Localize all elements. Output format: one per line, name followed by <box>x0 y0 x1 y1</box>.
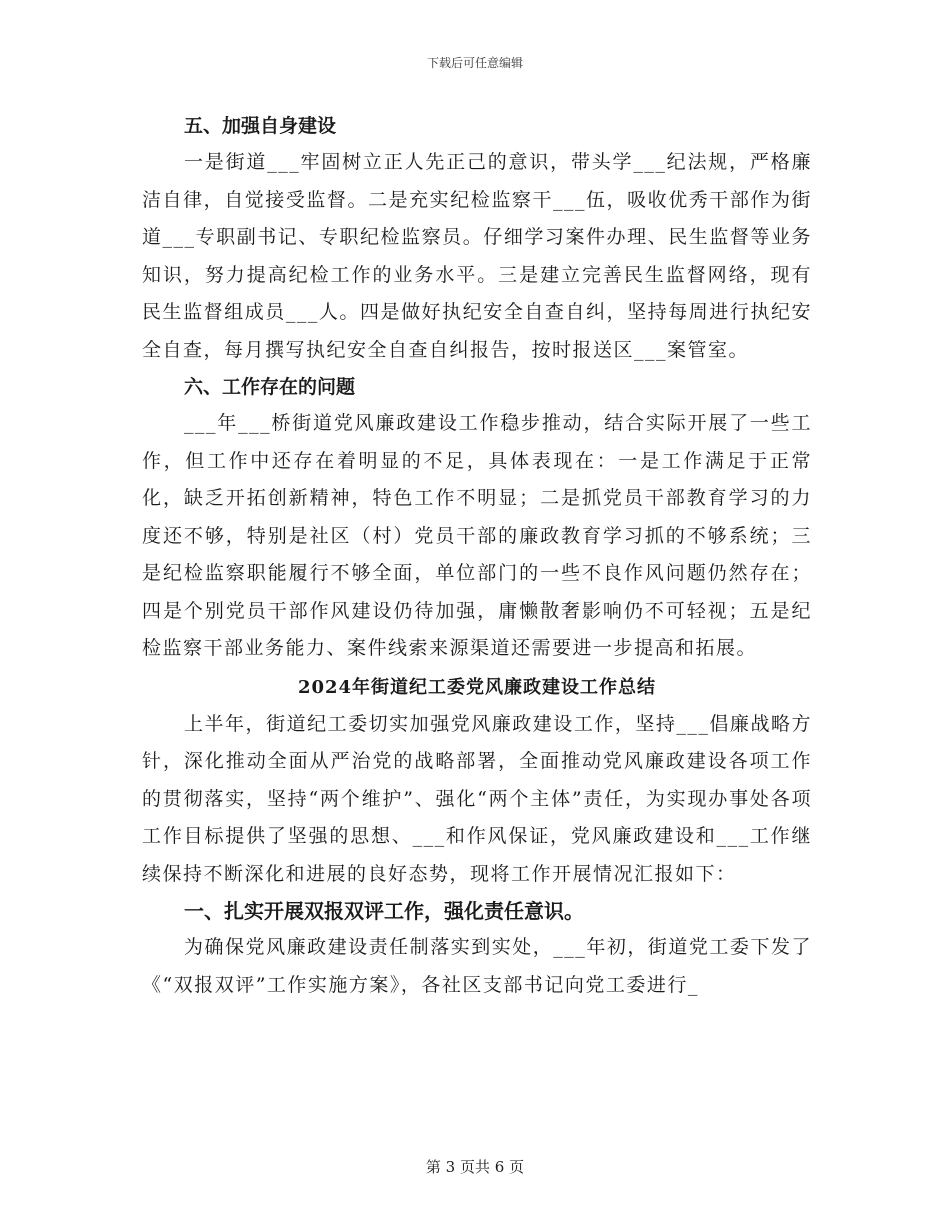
document-title: 2024年街道纪工委党风廉政建设工作总结 <box>297 676 657 698</box>
section-6-heading: 六、工作存在的问题 <box>184 376 356 398</box>
document-body <box>142 108 812 1004</box>
intro-body: 上半年，街道纪工委切实加强党风廉政建设工作，坚持___倡廉战略方针，深化推动全面从严治党的战略部署，全面推动党风廉政建设各项工作的贯彻落实，坚持“两个维护”、强化“两个主体”责任，为实现办事处各项工作目标提供了坚强的思想、___和作风保证，党风廉政建设和___工作继续保持不断深化和进展的良好态势，现将工作开展情况汇报如下： <box>142 712 812 885</box>
section-6-body: ___年___桥街道党风廉政建设工作稳步推动，结合实际开展了一些工作，但工作中还存在着明显的不足，具体表现在：一是工作满足于正常化，缺乏开拓创新精神，特色工作不明显；二是抓党员干部教育学习的力度还不够，特别是社区（村）党员干部的廉政教育学习抓的不够系统；三是纪检监察职能履行不够全面，单位部门的一些不良作风问题仍然存在；四是个别党员干部作风建设仍待加强，庸懒散奢影响仍不可轻视；五是纪检监察干部业务能力、案件线索来源渠道还需要进一步提高和拓展。 <box>142 412 812 659</box>
header-note: 下载后可任意编辑 <box>426 56 523 70</box>
section-1-heading: 一、扎实开展双报双评工作，强化责任意识。 <box>184 899 584 923</box>
section-5-body: 一是街道___牢固树立正人先正己的意识，带头学___纪法规，严格廉洁自律，自觉接受监督。二是充实纪检监察干___伍，吸收优秀干部作为街道___专职副书记、专职纪检监察员。仔细学习案件办理、民生监督等业务知识，努力提高纪检工作的业务水平。三是建立完善民生监督网络，现有民生监督组成员___人。四是做好执纪安全自查自纠，坚持每周进行执纪安全自查，每月撰写执纪安全自查自纠报告，按时报送区___案管室。 <box>142 151 812 361</box>
section-5-heading: 五、加强自身建设 <box>184 115 337 137</box>
section-1-body: 为确保党风廉政建设责任制落实到实处，___年初，街道党工委下发了《“双报双评”工作实施方案》，各社区支部书记向党工委进行_ <box>142 936 812 996</box>
page-number: 第 3 页共 6 页 <box>425 1158 525 1176</box>
